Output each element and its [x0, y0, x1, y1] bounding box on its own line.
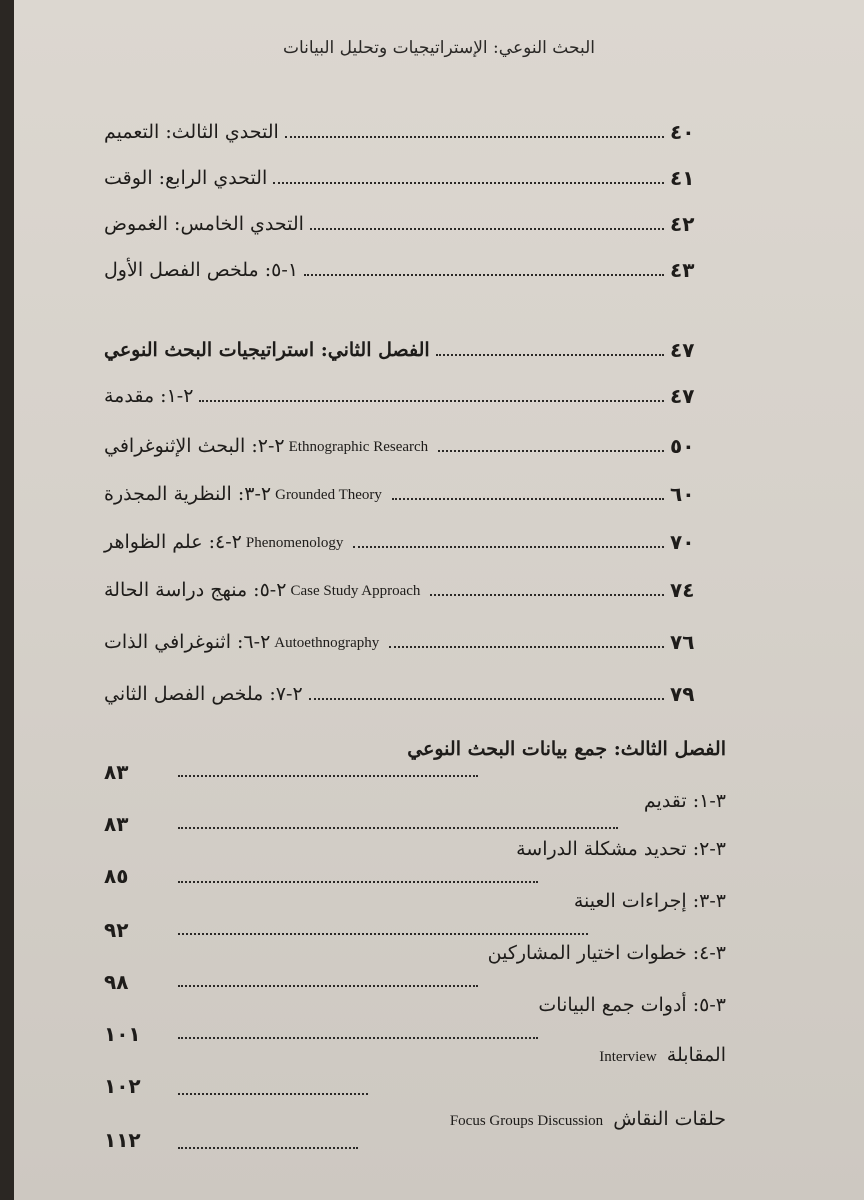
toc-entry-title: ٣-٤: خطوات اختيار المشاركين — [487, 942, 726, 964]
leader-dots — [199, 399, 664, 402]
toc-page-number: ٥٠ — [670, 434, 695, 458]
toc-entry — [644, 790, 726, 820]
toc-page-number: ٩٢ — [104, 918, 129, 942]
toc-entry-english: Ethnographic Research — [288, 439, 429, 455]
toc-entry — [104, 618, 726, 652]
toc-page-number: ٤٧ — [670, 384, 695, 408]
toc-page-number: ٧٠ — [670, 530, 695, 554]
toc-entry-title: التحدي الرابع: الوقت — [104, 167, 268, 189]
toc-entry — [104, 372, 726, 406]
toc-entry-english: Focus Groups Discussion — [449, 1113, 604, 1129]
toc-entry-title: ٢-٧: ملخص الفصل الثاني — [104, 683, 303, 705]
leader-dots — [353, 545, 664, 548]
toc-entry-english: Phenomenology — [245, 535, 344, 551]
toc-entry-english: Grounded Theory — [275, 487, 382, 503]
toc-page-number: ٨٣ — [104, 760, 129, 784]
toc-page-number: ٦٠ — [670, 482, 695, 506]
leader-dots — [178, 826, 618, 829]
leader-dots — [430, 593, 664, 596]
toc-page-number: ٨٣ — [104, 812, 129, 836]
toc-entry-title: ٢-٣: النظرية المجذرة — [104, 483, 272, 505]
leader-dots — [438, 449, 664, 452]
toc-entry-title: ٣-٢: تحديد مشكلة الدراسة — [516, 838, 726, 860]
leader-dots — [178, 932, 588, 935]
leader-dots — [178, 984, 478, 987]
leader-dots — [309, 697, 664, 700]
toc-entry-title: ٣-٥: أدوات جمع البيانات — [538, 994, 726, 1016]
toc-entry-title: ١-٥: ملخص الفصل الأول — [104, 259, 299, 281]
leader-dots — [178, 880, 538, 883]
toc-entry — [538, 994, 726, 1024]
toc-entry — [488, 942, 726, 972]
toc-page-number: ٤٧ — [670, 338, 695, 362]
toc-page-number: ١٠١ — [104, 1022, 141, 1046]
leader-dots — [285, 135, 664, 138]
toc-entry — [104, 422, 726, 456]
toc-entry — [104, 670, 726, 704]
leader-dots — [304, 273, 664, 276]
book-page — [14, 0, 864, 1200]
toc-page-number: ٩٨ — [104, 970, 129, 994]
leader-dots — [178, 774, 478, 777]
toc-entry — [516, 838, 726, 868]
toc-entry — [104, 246, 726, 280]
toc-page-number: ٧٩ — [670, 682, 695, 706]
toc-chapter-heading — [104, 326, 726, 360]
leader-dots — [178, 1092, 368, 1095]
toc-page-number: ١١٢ — [104, 1128, 141, 1152]
leader-dots — [310, 227, 664, 230]
toc-entry-title: الفصل الثاني: استراتيجيات البحث النوعي — [104, 339, 430, 361]
toc-page-number: ٧٦ — [670, 630, 695, 654]
toc-entry — [446, 1108, 726, 1138]
toc-entry — [104, 470, 726, 504]
toc-page-number: ٤٣ — [670, 258, 695, 282]
toc-entry — [104, 518, 726, 552]
toc-entry-english: Case Study Approach — [290, 583, 421, 599]
leader-dots — [178, 1146, 358, 1149]
toc-page-number: ١٠٢ — [104, 1074, 141, 1098]
toc-entry-title: ٣-١: تقديم — [643, 790, 726, 812]
toc-entry-title: ٢-٤: علم الظواهر — [104, 531, 242, 553]
toc-entry-title: ٢-٥: منهج دراسة الحالة — [104, 579, 287, 601]
toc-entry — [104, 154, 726, 188]
toc-page-number: ٧٤ — [670, 578, 695, 602]
toc-page-number: ٤٠ — [670, 120, 695, 144]
leader-dots — [273, 181, 664, 184]
toc-entry — [104, 108, 726, 142]
toc-entry-title: المقابلة — [666, 1044, 726, 1066]
toc-page-number: ٨٥ — [104, 864, 129, 888]
toc-entry-title: التحدي الثالث: التعميم — [104, 121, 279, 143]
leader-dots — [436, 353, 664, 356]
toc-entry-title: ٢-٢: البحث الإثنوغرافي — [104, 435, 285, 457]
leader-dots — [178, 1036, 538, 1039]
toc-entry-title: ٢-١: مقدمة — [104, 385, 194, 407]
toc-entry — [104, 200, 726, 234]
toc-chapter-heading — [407, 738, 726, 768]
toc-entry — [574, 890, 726, 920]
toc-entry — [595, 1044, 726, 1074]
toc-entry-title: ٢-٦: اثنوغرافي الذات — [104, 631, 271, 653]
toc-page-number: ٤١ — [670, 166, 695, 190]
leader-dots — [392, 497, 664, 500]
toc-entry-title: ٣-٣: إجراءات العينة — [573, 890, 726, 912]
toc-entry-title: التحدي الخامس: الغموض — [104, 213, 304, 235]
toc-entry — [104, 566, 726, 600]
toc-entry-title: حلقات النقاش — [613, 1108, 726, 1130]
toc-entry-title: الفصل الثالث: جمع بيانات البحث النوعي — [407, 738, 726, 760]
toc-page-number: ٤٢ — [670, 212, 695, 236]
running-header: البحث النوعي: الإستراتيجيات وتحليل البيانات — [282, 38, 596, 58]
toc-entry-english: Autoethnography — [274, 635, 380, 651]
toc-entry-english: Interview — [599, 1049, 657, 1065]
leader-dots — [389, 645, 664, 648]
